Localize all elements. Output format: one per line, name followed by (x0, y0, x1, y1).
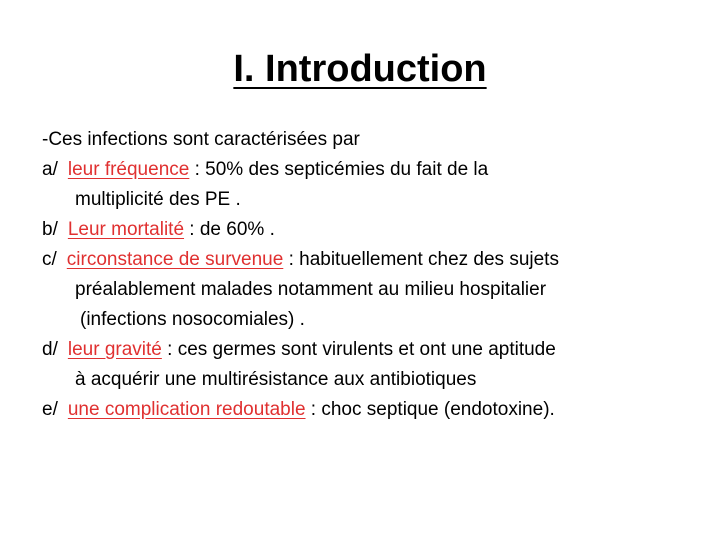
item-d-line (42, 335, 712, 365)
item-d-term: leur gravité (67, 339, 162, 360)
item-c-line (42, 245, 712, 275)
item-b-marker: b/ (42, 219, 58, 240)
item-e-line (42, 395, 712, 425)
item-e-term: une complication redoutable (67, 399, 306, 420)
slide-title-text: I. Introduction (233, 48, 487, 90)
item-e-text: : choc septique (endotoxine). (305, 399, 555, 420)
item-d-marker: d/ (42, 339, 58, 360)
item-c-continuation-2: (infections nosocomiales) . (80, 309, 305, 330)
item-c-marker: c/ (42, 249, 57, 270)
item-a-line (42, 155, 712, 185)
item-d-continuation: à acquérir une multirésistance aux antibiotiques (75, 369, 477, 390)
slide-body (42, 125, 712, 425)
item-e-marker: e/ (42, 399, 58, 420)
item-c-continuation-1: préalablement malades notamment au milieu hospitalier (75, 279, 547, 300)
item-a-marker: a/ (42, 159, 58, 180)
item-b-line (42, 215, 712, 245)
item-b-term: Leur mortalité (67, 219, 185, 240)
item-a-continuation: multiplicité des PE . (75, 189, 241, 210)
intro-line: -Ces infections sont caractérisées par (42, 129, 360, 150)
item-c-term: circonstance de survenue (66, 249, 284, 270)
item-a-text: : 50% des septicémies du fait de la (189, 159, 489, 180)
item-b-text: : de 60% . (184, 219, 275, 240)
item-d-text: : ces germes sont virulents et ont une aptitude (161, 339, 556, 360)
item-c-text: : habituellement chez des sujets (283, 249, 559, 270)
item-a-term: leur fréquence (67, 159, 190, 180)
slide-title (0, 44, 720, 94)
